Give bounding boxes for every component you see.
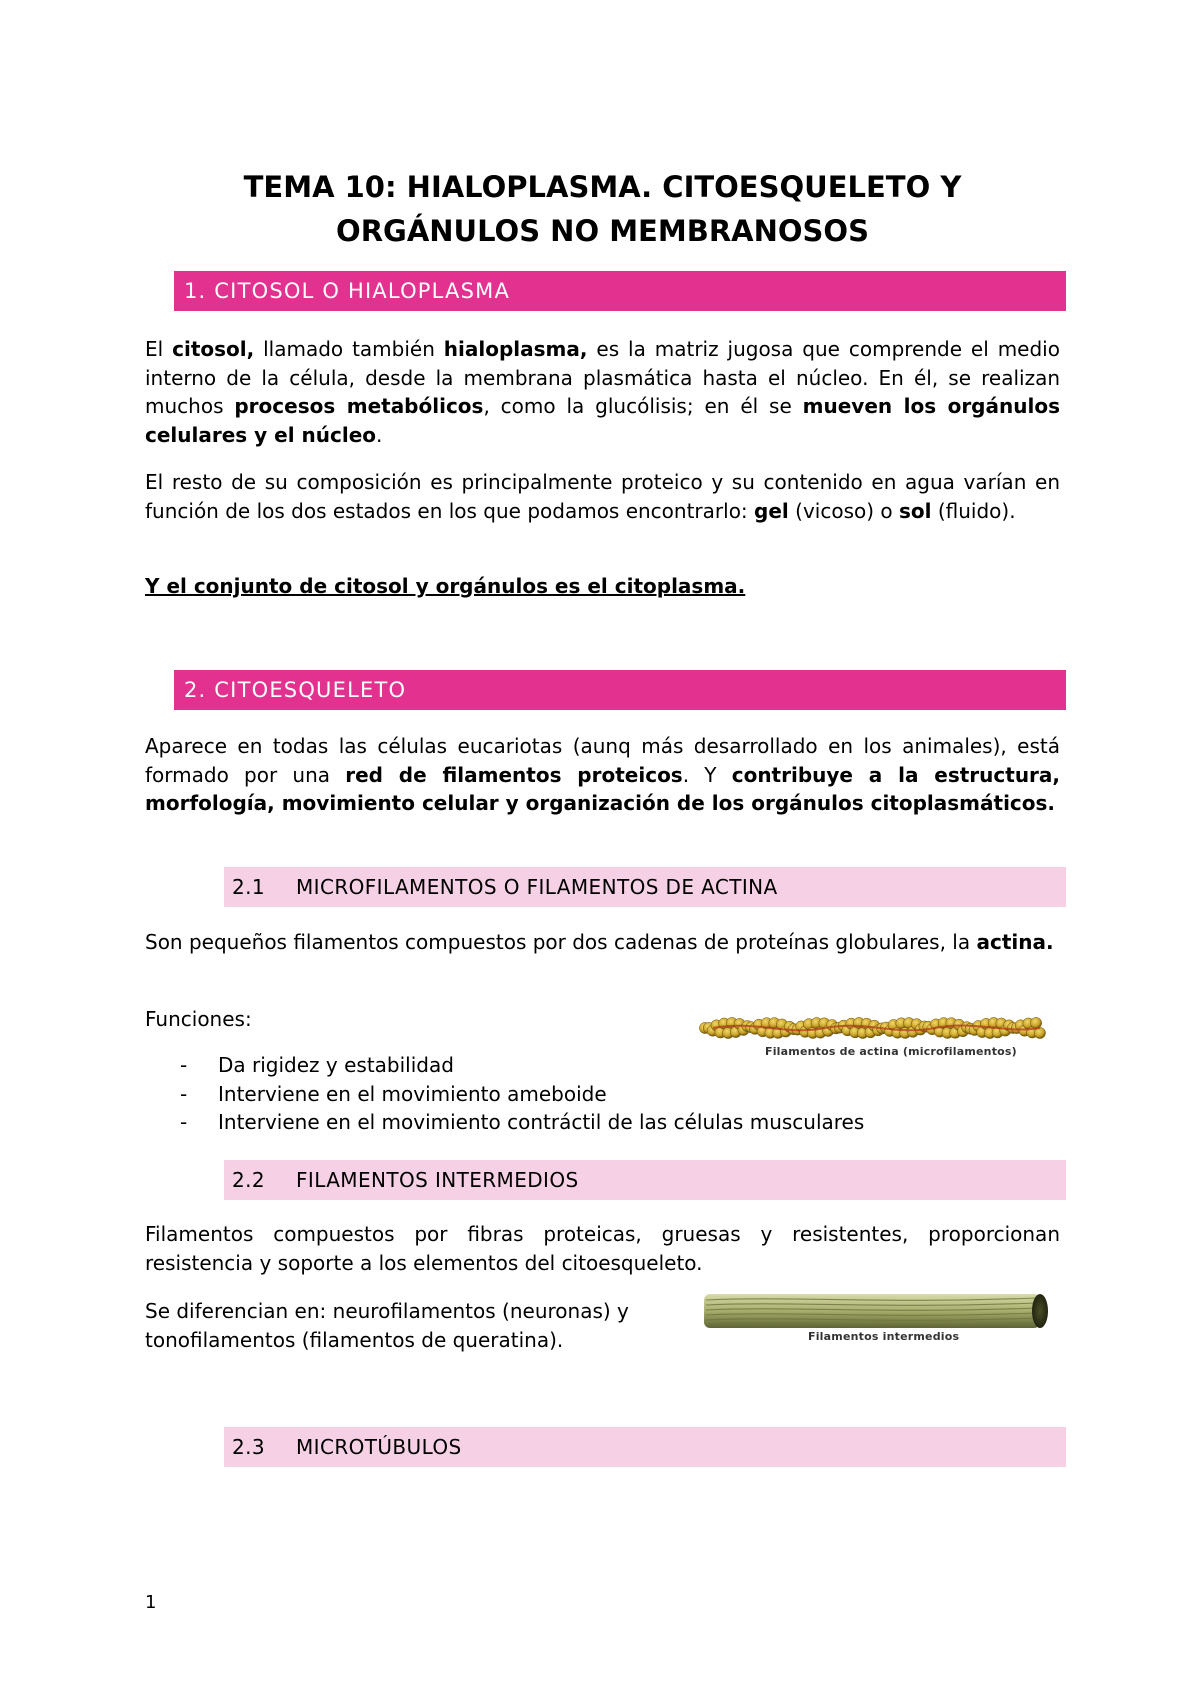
subsection-number: 2.2 bbox=[232, 1168, 266, 1192]
page-number: 1 bbox=[145, 1592, 157, 1613]
term-mueven-organulos: mueven los orgánulos celulares y el núcleo bbox=[145, 394, 1060, 447]
term-citosol: citosol, bbox=[172, 337, 255, 361]
intermediate-figure-caption: Filamentos intermedios bbox=[808, 1330, 960, 1343]
actin-filament-figure bbox=[695, 1012, 1055, 1062]
subsection-number: 2.3 bbox=[232, 1435, 266, 1459]
paragraph-filamentos-intermedios: Filamentos compuestos por fibras proteicas, gruesas y resistentes, proporcionan resistencia y soporte a los elementos del citoesqueleto. bbox=[145, 1222, 1060, 1275]
subsection-number: 2.1 bbox=[232, 875, 266, 899]
subsection-title: MICROFILAMENTOS O FILAMENTOS DE ACTINA bbox=[296, 875, 778, 899]
term-red-filamentos: red de filamentos proteicos bbox=[345, 762, 683, 787]
list-item: - Interviene en el movimiento ameboide bbox=[180, 1081, 607, 1106]
paragraph-citosol-composition: El resto de su composición es principalmente proteico y su contenido en agua varían en función de los dos estados en los que podamos encontrarlo: gel (vicoso) o sol (fluido). bbox=[145, 470, 1060, 523]
document-title bbox=[145, 165, 1060, 253]
subsection-title: MICROTÚBULOS bbox=[296, 1435, 462, 1459]
list-item: - Da rigidez y estabilidad bbox=[180, 1053, 454, 1077]
paragraph-citosol-definition: El citosol, llamado también hialoplasma, es la matriz jugosa que comprende el medio interno de la célula, desde la membrana plasmática hasta el núcleo. En él, se realizan muchos procesos metabólicos, como la glucólisis; en él se mueven los orgánulos celulares y el núcleo. bbox=[145, 337, 1060, 447]
title-line-1: TEMA 10: HIALOPLASMA. CITOESQUELETO Y bbox=[243, 170, 962, 204]
intermediate-filament-icon bbox=[700, 1290, 1052, 1332]
actin-filament-icon bbox=[695, 1012, 1055, 1044]
paragraph-microfilamentos: Son pequeños filamentos compuestos por dos cadenas de proteínas globulares, la actina. bbox=[145, 930, 1054, 954]
citoplasma-statement: Y el conjunto de citosol y orgánulos es el citoplasma. bbox=[145, 574, 746, 598]
subsection-title: FILAMENTOS INTERMEDIOS bbox=[296, 1168, 579, 1192]
intermediate-filament-figure bbox=[700, 1290, 1052, 1345]
subsection-heading-microtubulos bbox=[224, 1427, 1066, 1467]
section-heading-citoesqueleto: 2. CITOESQUELETO bbox=[174, 670, 1066, 710]
term-procesos-metabolicos: procesos metabólicos bbox=[234, 394, 484, 418]
list-item: - Interviene en el movimiento contráctil de las células musculares bbox=[180, 1110, 865, 1134]
paragraph-filamentos-tipos: Se diferencian en: neurofilamentos (neuronas) y tonofilamentos (filamentos de queratina). bbox=[145, 1299, 629, 1352]
subsection-heading-microfilamentos bbox=[224, 867, 1066, 907]
functions-list bbox=[180, 1051, 864, 1137]
actin-figure-caption: Filamentos de actina (microfilamentos) bbox=[765, 1045, 1017, 1058]
functions-label: Funciones: bbox=[145, 1007, 252, 1031]
term-contribuye: contribuye a la estructura, morfología, movimiento celular y organización de los orgánulos citoplasmáticos. bbox=[145, 762, 1061, 815]
subsection-heading-filamentos-intermedios bbox=[224, 1160, 1066, 1200]
section-heading-citosol: 1. CITOSOL O HIALOPLASMA bbox=[174, 271, 1066, 311]
term-actina: actina. bbox=[976, 930, 1054, 954]
title-line-2: ORGÁNULOS NO MEMBRANOSOS bbox=[336, 214, 869, 248]
term-gel: gel bbox=[754, 498, 789, 523]
paragraph-citoesqueleto: Aparece en todas las células eucariotas (aunq más desarrollado en los animales), está formado por una red de filamentos proteicos. Y contribuye a la estructura, morfología, movimiento celular y organización de los orgánulos citoplasmáticos. bbox=[145, 734, 1061, 815]
term-sol: sol bbox=[898, 498, 932, 523]
term-hialoplasma: hialoplasma, bbox=[443, 337, 588, 361]
